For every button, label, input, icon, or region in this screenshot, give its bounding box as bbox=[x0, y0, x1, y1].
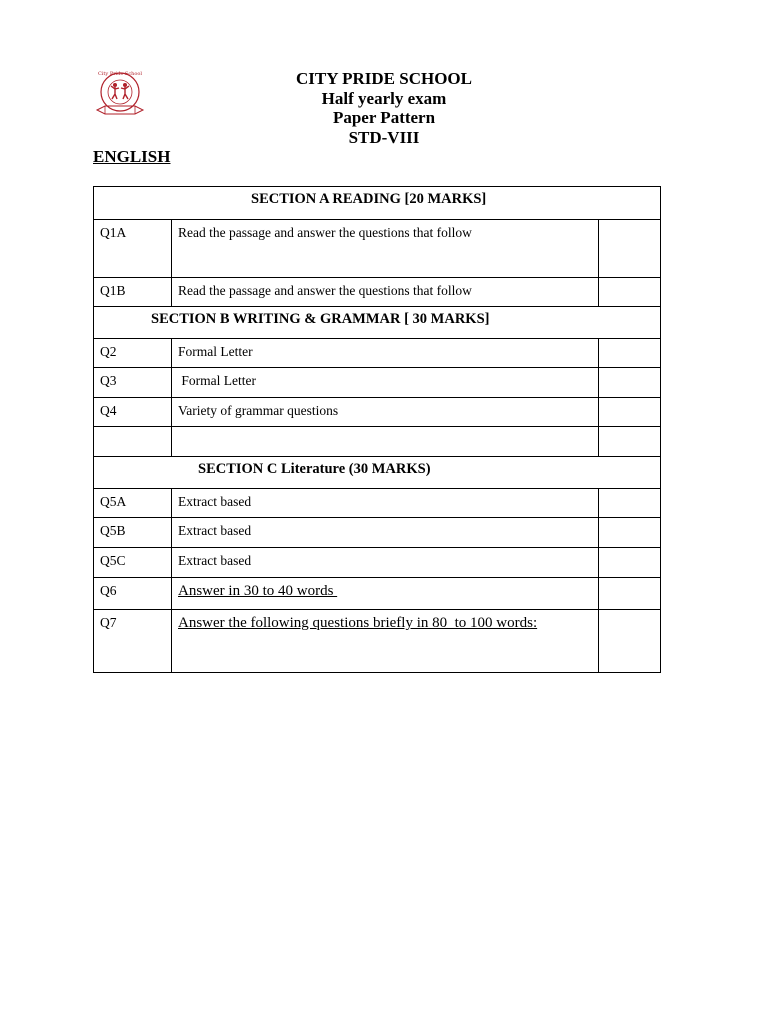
question-number: Q5B bbox=[94, 518, 172, 548]
question-text: Read the passage and answer the questions that follow bbox=[172, 278, 599, 307]
section-a-heading: SECTION A READING [20 MARKS] bbox=[94, 187, 661, 220]
table-row bbox=[94, 489, 661, 518]
empty-row bbox=[94, 427, 661, 457]
question-text: Variety of grammar questions bbox=[172, 398, 599, 427]
question-text: Formal Letter bbox=[172, 368, 599, 398]
marks-cell bbox=[599, 339, 661, 368]
question-text: Answer in 30 to 40 words bbox=[172, 578, 599, 610]
table-row bbox=[94, 220, 661, 278]
marks-cell bbox=[599, 220, 661, 278]
table-row bbox=[94, 610, 661, 673]
question-number: Q1B bbox=[94, 278, 172, 307]
school-name: CITY PRIDE SCHOOL bbox=[295, 69, 472, 88]
logo-text: City Pride School bbox=[97, 71, 143, 77]
table-row bbox=[94, 278, 661, 307]
question-number: Q6 bbox=[94, 578, 172, 610]
question-text: Extract based bbox=[172, 518, 599, 548]
question-text: Extract based bbox=[172, 489, 599, 518]
question-number: Q5A bbox=[94, 489, 172, 518]
table-row bbox=[94, 518, 661, 548]
table-row bbox=[94, 339, 661, 368]
subject-title: ENGLISH bbox=[93, 147, 171, 166]
empty-cell bbox=[172, 427, 599, 457]
section-c-heading: SECTION C Literature (30 MARKS) bbox=[94, 457, 661, 489]
question-number: Q3 bbox=[94, 368, 172, 398]
section-b-row bbox=[94, 307, 661, 339]
marks-cell bbox=[599, 278, 661, 307]
section-c-row bbox=[94, 457, 661, 489]
marks-cell bbox=[599, 548, 661, 578]
table-row bbox=[94, 548, 661, 578]
document-header bbox=[0, 69, 768, 147]
marks-cell bbox=[599, 489, 661, 518]
question-number: Q2 bbox=[94, 339, 172, 368]
empty-cell bbox=[599, 427, 661, 457]
empty-cell bbox=[94, 427, 172, 457]
table-row bbox=[94, 578, 661, 610]
question-number: Q5C bbox=[94, 548, 172, 578]
exam-title: Half yearly exam bbox=[321, 88, 447, 108]
question-text: Answer the following questions briefly in 80 to 100 words: bbox=[172, 610, 599, 673]
question-number: Q7 bbox=[94, 610, 172, 673]
table-row bbox=[94, 368, 661, 398]
question-text: Formal Letter bbox=[172, 339, 599, 368]
table-row bbox=[94, 398, 661, 427]
question-text: Read the passage and answer the questions that follow bbox=[172, 220, 599, 278]
paper-pattern-table bbox=[93, 186, 661, 673]
question-text: Extract based bbox=[172, 548, 599, 578]
marks-cell bbox=[599, 610, 661, 673]
pattern-title: Paper Pattern bbox=[332, 108, 436, 127]
section-b-heading: SECTION B WRITING & GRAMMAR [ 30 MARKS] bbox=[94, 307, 661, 339]
marks-cell bbox=[599, 398, 661, 427]
marks-cell bbox=[599, 578, 661, 610]
standard-title: STD-VIII bbox=[348, 127, 420, 147]
section-a-row bbox=[94, 187, 661, 220]
question-number: Q1A bbox=[94, 220, 172, 278]
marks-cell bbox=[599, 518, 661, 548]
marks-cell bbox=[599, 368, 661, 398]
question-number: Q4 bbox=[94, 398, 172, 427]
